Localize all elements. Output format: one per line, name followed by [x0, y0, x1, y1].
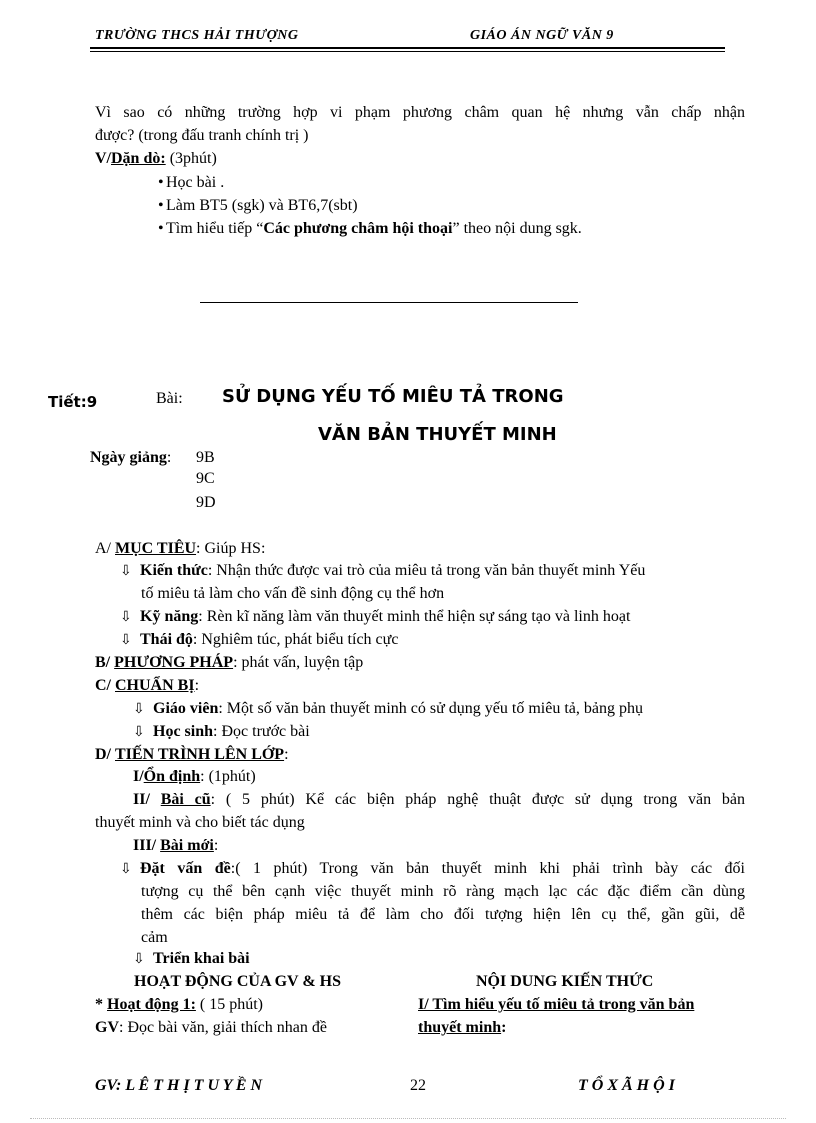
question-line-2: được? (trong đấu tranh chính trị ) — [95, 127, 309, 144]
giao-vien-line — [133, 700, 643, 718]
gv-line — [95, 1019, 327, 1037]
ngay-giang-label: Ngày giảng — [90, 449, 167, 466]
on-dinh-line — [133, 768, 256, 786]
right-heading-line-1: I/ Tìm hiểu yếu tố miêu tả trong văn bản — [418, 996, 695, 1013]
header-school: TRƯỜNG THCS HẢI THƯỢNG — [95, 28, 299, 43]
kien-thuc-label: Kiến thức — [140, 562, 208, 579]
class-9b: 9B — [196, 449, 215, 466]
bai-label: Bài: — [156, 390, 183, 407]
hoat-dong-1-label: Hoạt động 1: — [107, 996, 196, 1013]
arrow-down-icon: ⇩ — [133, 724, 145, 740]
arrow-down-icon: ⇩ — [120, 632, 132, 648]
homework-item-3-post: ” theo nội dung sgk. — [452, 220, 582, 237]
section-b-heading — [95, 654, 363, 672]
homework-item-1-text: Học bài . — [166, 174, 225, 191]
homework-prefix: V/ — [95, 150, 111, 167]
giao-vien-label: Giáo viên — [153, 700, 219, 717]
lesson-title-line-1: SỬ DỤNG YẾU TỐ MIÊU TẢ TRONG — [222, 386, 564, 407]
ngay-giang-colon: : — [166, 449, 172, 466]
homework-heading — [95, 150, 217, 168]
dat-van-de-line-4: cảm — [141, 929, 168, 946]
dat-van-de-text-1: :( 1 phút) Trong văn bản thuyết minh khi phải trình bày các đối — [230, 860, 745, 877]
dat-van-de-line-2: tượng cụ thể bên cạnh việc thuyết minh rõ ràng mạch lạc các đặc điểm cần dùng — [141, 883, 745, 900]
homework-item-2: • Làm BT5 (sgk) và BT6,7(sbt) — [158, 197, 358, 214]
dat-van-de-label: Đặt vấn đề — [140, 860, 231, 877]
bai-cu-line-1 — [133, 791, 745, 809]
homework-label: Dặn dò: — [111, 150, 166, 167]
hoc-sinh-line — [133, 723, 310, 741]
gv-text: : Đọc bài văn, giải thích nhan đề — [119, 1019, 327, 1036]
question-line-1: Vì sao có những trường hợp vi phạm phương châm quan hệ nhưng vẫn chấp nhận — [95, 104, 745, 121]
ky-nang-label: Kỹ năng — [140, 608, 199, 625]
on-dinh-label: Ổn định — [143, 768, 201, 785]
on-dinh-prefix: I/ — [133, 768, 144, 785]
class-9c: 9C — [196, 470, 215, 487]
thai-do-text: : Nghiêm túc, phát biểu tích cực — [192, 631, 399, 648]
section-a-rest: : Giúp HS: — [196, 540, 266, 557]
arrow-down-icon: ⇩ — [133, 701, 145, 717]
arrow-down-icon: ⇩ — [133, 951, 145, 967]
hoc-sinh-label: Học sinh — [153, 723, 214, 740]
hoat-dong-1-line — [95, 996, 263, 1014]
footer-group: T Ổ X Ã H Ộ I — [578, 1077, 675, 1094]
section-c-label: CHUẨN BỊ — [115, 677, 195, 694]
bai-cu-rest: : ( 5 phút) Kể các biện pháp nghệ thuật được sử dụng trong văn bản — [210, 791, 746, 808]
footer-dotted-rule — [30, 1118, 786, 1119]
ky-nang-line — [120, 608, 630, 626]
on-dinh-rest: : (1phút) — [200, 768, 256, 785]
section-c-rest: : — [194, 677, 200, 694]
thai-do-label: Thái độ — [140, 631, 193, 648]
bai-moi-line — [133, 837, 218, 855]
bai-moi-prefix: III/ — [133, 837, 157, 854]
section-a-label: MỤC TIÊU — [115, 540, 197, 557]
right-column-header: NỘI DUNG KIẾN THỨC — [476, 973, 654, 990]
header-rule-thin — [90, 51, 725, 52]
dat-van-de-line-3: thêm các biện pháp miêu tả để làm cho đối tượng hiện lên cụ thể, gần gũi, dễ — [141, 906, 745, 923]
dat-van-de-line-1 — [120, 860, 745, 878]
bai-moi-label: Bài mới — [160, 837, 214, 854]
section-d-rest: : — [284, 746, 289, 763]
hoc-sinh-text: : Đọc trước bài — [213, 723, 310, 740]
section-b-rest: : phát vấn, luyện tập — [233, 654, 364, 671]
homework-item-3-pre: Tìm hiểu tiếp “ — [166, 220, 264, 237]
lesson-title-line-2: VĂN BẢN THUYẾT MINH — [318, 424, 557, 445]
section-a-heading — [95, 540, 265, 558]
bai-cu-label: Bài cũ — [160, 791, 211, 808]
footer-teacher: GV: L Ê T H Ị T U Y Ề N — [95, 1077, 263, 1094]
class-9d: 9D — [196, 494, 216, 511]
homework-item-3: • Tìm hiểu tiếp “Các phương châm hội thoại” theo nội dung sgk. — [158, 220, 582, 237]
thai-do-line — [120, 631, 398, 649]
ky-nang-text: : Rèn kĩ năng làm văn thuyết minh thể hiện sự sáng tạo và linh hoạt — [198, 608, 631, 625]
bai-cu-line-2: thuyết minh và cho biết tác dụng — [95, 814, 305, 831]
section-c-heading — [95, 677, 199, 695]
giao-vien-text: : Một số văn bản thuyết minh có sử dụng yếu tố miêu tả, bảng phụ — [218, 700, 643, 717]
hoat-dong-1-time: ( 15 phút) — [195, 996, 264, 1013]
right-heading-line-2-text: thuyết minh — [418, 1019, 502, 1036]
homework-time: (3phút) — [169, 150, 217, 167]
section-a-prefix: A/ — [95, 540, 111, 557]
section-d-label: TIẾN TRÌNH LÊN LỚP — [115, 746, 285, 763]
left-column-header: HOẠT ĐỘNG CỦA GV & HS — [134, 973, 341, 990]
header-subject: GIÁO ÁN NGỮ VĂN 9 — [470, 28, 614, 43]
tiet-label: Tiết:9 — [48, 393, 98, 411]
right-heading-line-2 — [418, 1019, 506, 1037]
homework-item-2-text: Làm BT5 (sgk) và BT6,7(sbt) — [166, 197, 358, 214]
section-d-heading — [95, 746, 289, 764]
right-heading-line-2-colon: : — [501, 1019, 507, 1036]
header-rule-thick — [90, 47, 725, 49]
section-b-prefix: B/ — [95, 654, 111, 671]
bai-moi-rest: : — [213, 837, 219, 854]
arrow-down-icon: ⇩ — [120, 563, 132, 579]
arrow-down-icon: ⇩ — [120, 861, 132, 877]
section-b-label: PHƯƠNG PHÁP — [114, 654, 234, 671]
trien-khai-line — [133, 950, 250, 968]
section-c-prefix: C/ — [95, 677, 111, 694]
kien-thuc-text-1: : Nhận thức được vai trò của miêu tả trong văn bản thuyết minh Yếu — [207, 562, 646, 579]
section-d-prefix: D/ — [95, 746, 111, 763]
homework-item-3-bold: Các phương châm hội thoại — [263, 220, 453, 237]
hoat-dong-1-star: * — [95, 996, 103, 1013]
homework-item-1: • Học bài . — [158, 174, 225, 191]
footer-page-number: 22 — [410, 1077, 426, 1094]
bai-cu-prefix: II/ — [133, 791, 150, 808]
kien-thuc-line-1 — [120, 562, 645, 580]
ngay-giang — [90, 449, 171, 467]
separator-line — [200, 302, 578, 303]
kien-thuc-line-2: tố miêu tả làm cho vấn đề sinh động cụ thể hơn — [141, 585, 445, 602]
gv-label: GV — [95, 1019, 119, 1036]
arrow-down-icon: ⇩ — [120, 609, 132, 625]
trien-khai-label: Triển khai bài — [153, 950, 250, 967]
